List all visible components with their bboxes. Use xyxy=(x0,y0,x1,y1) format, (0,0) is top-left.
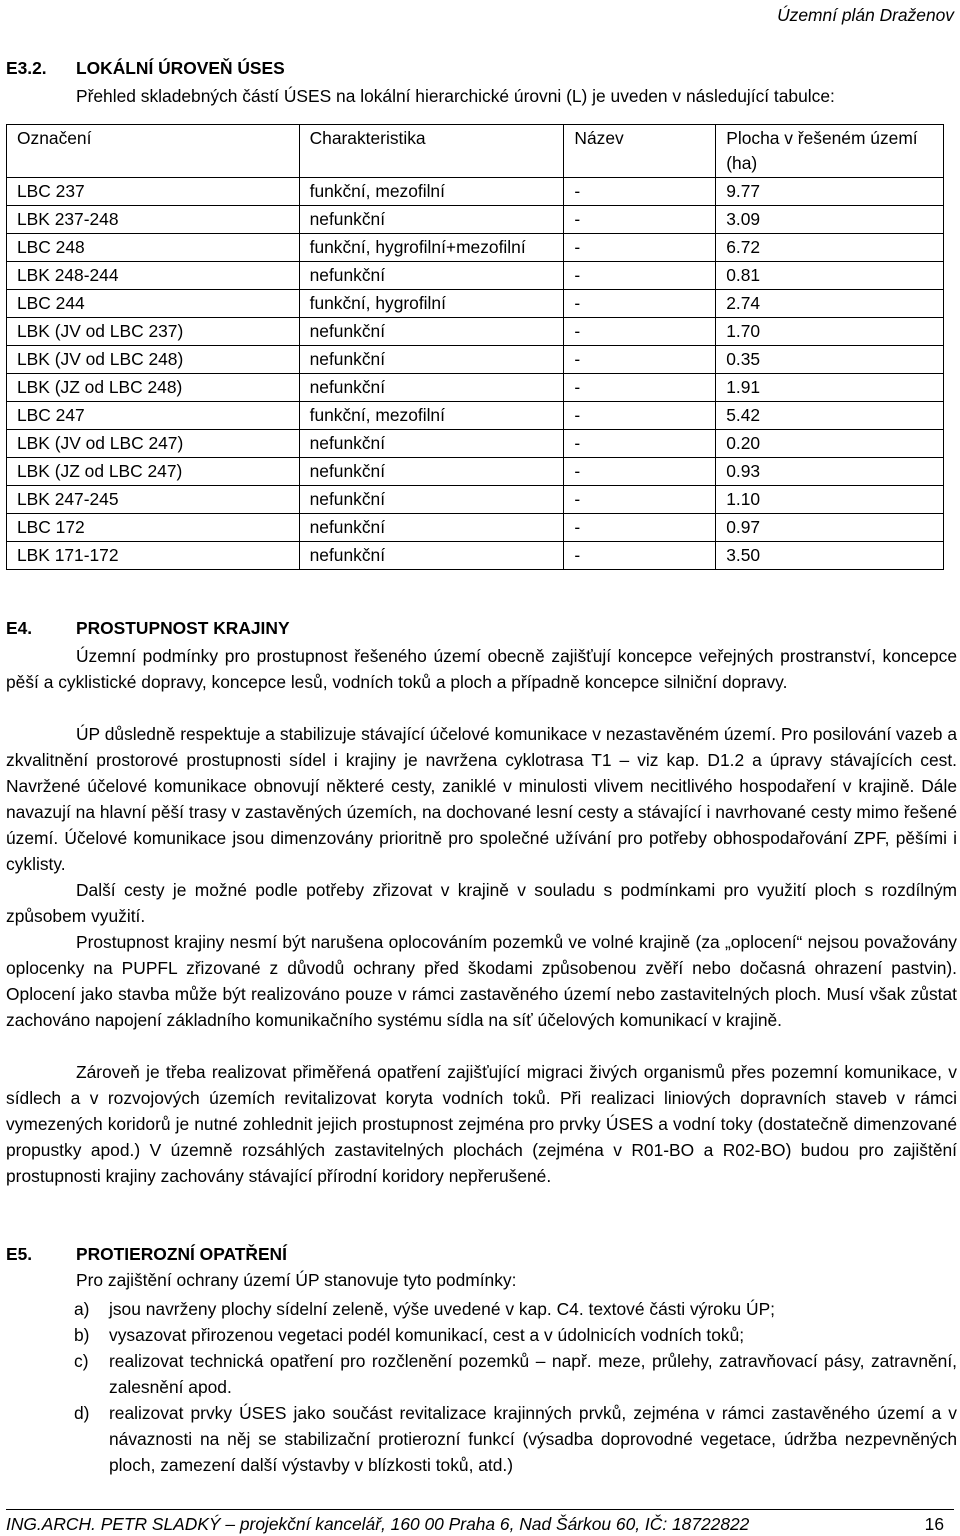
table-cell: LBC 172 xyxy=(7,514,300,542)
list-item-text: realizovat technická opatření pro rozčlenění pozemků – např. meze, průlehy, zatravňovací pásy, zatravnění, zalesnění apod. xyxy=(109,1351,957,1397)
table-row xyxy=(7,542,944,570)
table-row xyxy=(7,262,944,290)
table-cell: - xyxy=(564,346,716,374)
section-intro: Pro zajištění ochrany území ÚP stanovuje tyto podmínky: xyxy=(76,1270,517,1290)
table-cell: LBK (JV od LBC 247) xyxy=(7,430,300,458)
table-cell: nefunkční xyxy=(299,206,564,234)
table-header-cell: Název xyxy=(564,125,716,178)
uses-table xyxy=(6,124,944,570)
table-cell: LBC 244 xyxy=(7,290,300,318)
table-cell: 0.93 xyxy=(716,458,944,486)
list-item xyxy=(6,1322,957,1348)
table-header-row xyxy=(7,125,944,178)
section-number: E4. xyxy=(6,618,33,638)
list-item xyxy=(6,1296,957,1322)
table-cell: 0.20 xyxy=(716,430,944,458)
page-header-title: Územní plán Draženov xyxy=(777,5,954,25)
list-marker: b) xyxy=(74,1325,90,1345)
table-cell: 1.10 xyxy=(716,486,944,514)
section-heading-e4 xyxy=(0,618,960,642)
table-cell: 0.81 xyxy=(716,262,944,290)
table-cell: - xyxy=(564,430,716,458)
table-cell: nefunkční xyxy=(299,542,564,570)
table-cell: LBC 247 xyxy=(7,402,300,430)
section-number: E3.2. xyxy=(6,58,47,78)
table-cell: LBK (JV od LBC 237) xyxy=(7,318,300,346)
section-title: LOKÁLNÍ ÚROVEŇ ÚSES xyxy=(76,58,285,78)
footer-divider xyxy=(6,1509,954,1510)
table-row xyxy=(7,318,944,346)
table-cell: - xyxy=(564,374,716,402)
table-cell: 1.70 xyxy=(716,318,944,346)
table-cell: - xyxy=(564,486,716,514)
table-cell: funkční, mezofilní xyxy=(299,402,564,430)
table-cell: nefunkční xyxy=(299,374,564,402)
table-row xyxy=(7,458,944,486)
table-cell: - xyxy=(564,262,716,290)
paragraph: ÚP důsledně respektuje a stabilizuje stávající účelové komunikace v nezastavěném území. Pro posilování vazeb a zkvalitnění prostorové prostupnosti sídel i krajiny je navržena cyklotrasa T1 – viz kap. D1.2 a úpravy stávajících cest. Navržené účelové komunikace obnovují některé cesty, zaniklé v minulosti vlivem necitlivého hospodaření v krajině. Dále navazují na hlavní pěší trasy v zastavěných územích, na dochované lesní cesty a stávající i navrhované cesty mimo řešené území. Účelové komunikace jsou dimenzovány prioritně pro společné užívání pro potřeby obhospodařování ZPF, pěšími i cyklisty. xyxy=(6,724,957,874)
table-cell: LBK 171-172 xyxy=(7,542,300,570)
table-cell: nefunkční xyxy=(299,430,564,458)
table-cell: nefunkční xyxy=(299,514,564,542)
list-item xyxy=(6,1400,957,1478)
paragraph: Územní podmínky pro prostupnost řešeného území obecně zajišťují koncepce veřejných prostranství, koncepce pěší a cyklistické dopravy, koncepce lesů, vodních toků a ploch a případně koncepce silniční dopravy. xyxy=(6,646,957,692)
table-row xyxy=(7,374,944,402)
table-cell: LBK 247-245 xyxy=(7,486,300,514)
table-cell: 6.72 xyxy=(716,234,944,262)
section-title: PROSTUPNOST KRAJINY xyxy=(76,618,290,638)
page-number: 16 xyxy=(924,1514,944,1534)
table-cell: - xyxy=(564,178,716,206)
section-number: E5. xyxy=(6,1244,33,1264)
conditions-list xyxy=(6,1296,957,1478)
list-marker: c) xyxy=(74,1351,89,1371)
table-cell: 3.50 xyxy=(716,542,944,570)
table-cell: - xyxy=(564,234,716,262)
table-cell: LBK (JZ od LBC 247) xyxy=(7,458,300,486)
table-cell: nefunkční xyxy=(299,262,564,290)
section-heading-e32 xyxy=(0,58,960,82)
table-cell: LBK 248-244 xyxy=(7,262,300,290)
table-cell: LBK (JZ od LBC 248) xyxy=(7,374,300,402)
table-cell: - xyxy=(564,318,716,346)
table-cell: 1.91 xyxy=(716,374,944,402)
table-cell: - xyxy=(564,206,716,234)
list-marker: a) xyxy=(74,1299,90,1319)
list-item-text: realizovat prvky ÚSES jako součást revitalizace krajinných prvků, zejména v rámci zastavěného území a v návaznosti na něj se stabilizační protierozní funkcí (výsadba doprovodné vegetace, údržba nezpevněných ploch, zamezení další výstavby v blízkosti toků, atd.) xyxy=(109,1403,957,1475)
table-cell: 0.97 xyxy=(716,514,944,542)
table-header-cell: Charakteristika xyxy=(299,125,564,178)
table-row xyxy=(7,178,944,206)
paragraph: Prostupnost krajiny nesmí být narušena oplocováním pozemků ve volné krajině (za „oplocení“ nejsou považovány oplocenky na PUPFL zřizované z důvodů ochrany před škodami způsobenou zvěří nebo dočasná ohrazení pastvin). Oplocení jako stavba může být realizováno pouze v rámci zastavěného území nebo zastavitelných ploch. Musí však zůstat zachováno napojení základního komunikačního systému sídla na síť účelových komunikací v krajině. xyxy=(6,932,957,1030)
table-cell: LBC 237 xyxy=(7,178,300,206)
table-row xyxy=(7,402,944,430)
table-cell: funkční, mezofilní xyxy=(299,178,564,206)
footer-text: ING.ARCH. PETR SLADKÝ – projekční kancelář, 160 00 Praha 6, Nad Šárkou 60, IČ: 18722822 xyxy=(6,1514,750,1534)
table-header-cell: Označení xyxy=(7,125,300,178)
table-row xyxy=(7,514,944,542)
table-row xyxy=(7,430,944,458)
table-cell: LBK 237-248 xyxy=(7,206,300,234)
page-footer xyxy=(6,1514,954,1535)
table-cell: nefunkční xyxy=(299,458,564,486)
section-intro: Přehled skladebných částí ÚSES na lokální hierarchické úrovni (L) je uveden v následující tabulce: xyxy=(76,86,835,106)
list-marker: d) xyxy=(74,1403,90,1423)
table-cell: - xyxy=(564,402,716,430)
table-row xyxy=(7,234,944,262)
table-cell: nefunkční xyxy=(299,318,564,346)
table-cell: LBK (JV od LBC 248) xyxy=(7,346,300,374)
table-cell: funkční, hygrofilní+mezofilní xyxy=(299,234,564,262)
table-row xyxy=(7,346,944,374)
table-header-cell: Plocha v řešeném území (ha) xyxy=(716,125,944,178)
table-cell: - xyxy=(564,542,716,570)
table-cell: LBC 248 xyxy=(7,234,300,262)
list-item-text: jsou navrženy plochy sídelní zeleně, výše uvedené v kap. C4. textové části výroku ÚP; xyxy=(109,1299,776,1319)
table-row xyxy=(7,486,944,514)
table-cell: funkční, hygrofilní xyxy=(299,290,564,318)
table-row xyxy=(7,206,944,234)
section-heading-e5 xyxy=(0,1244,960,1268)
table-cell: - xyxy=(564,290,716,318)
table-row xyxy=(7,290,944,318)
table-cell: nefunkční xyxy=(299,486,564,514)
table-cell: 5.42 xyxy=(716,402,944,430)
table-cell: 2.74 xyxy=(716,290,944,318)
list-item-text: vysazovat přirozenou vegetaci podél komunikací, cest a v údolnicích vodních toků; xyxy=(109,1325,745,1345)
paragraph: Zároveň je třeba realizovat přiměřená opatření zajišťující migraci živých organismů přes pozemní komunikace, v sídlech a v rozvojových územích revitalizovat koryta vodních toků. Při realizaci liniových dopravních staveb v rámci vymezených koridorů je nutné zohlednit jejich prostupnost zejména pro prvky ÚSES a vodní toky (dostatečně dimenzované propustky apod.) V územně rozsáhlých zastavitelných plochách (zejména v R01-BO a R02-BO) budou pro zajištění prostupnosti krajiny zachovány stávající přírodní koridory nepřerušené. xyxy=(6,1062,957,1186)
table-cell: 9.77 xyxy=(716,178,944,206)
table-cell: - xyxy=(564,458,716,486)
list-item xyxy=(6,1348,957,1400)
table-cell: nefunkční xyxy=(299,346,564,374)
paragraph: Další cesty je možné podle potřeby zřizovat v krajině v souladu s podmínkami pro využití ploch s rozdílným způsobem využití. xyxy=(6,880,957,926)
section-title: PROTIEROZNÍ OPATŘENÍ xyxy=(76,1244,287,1264)
table-cell: 0.35 xyxy=(716,346,944,374)
table-cell: 3.09 xyxy=(716,206,944,234)
table-cell: - xyxy=(564,514,716,542)
